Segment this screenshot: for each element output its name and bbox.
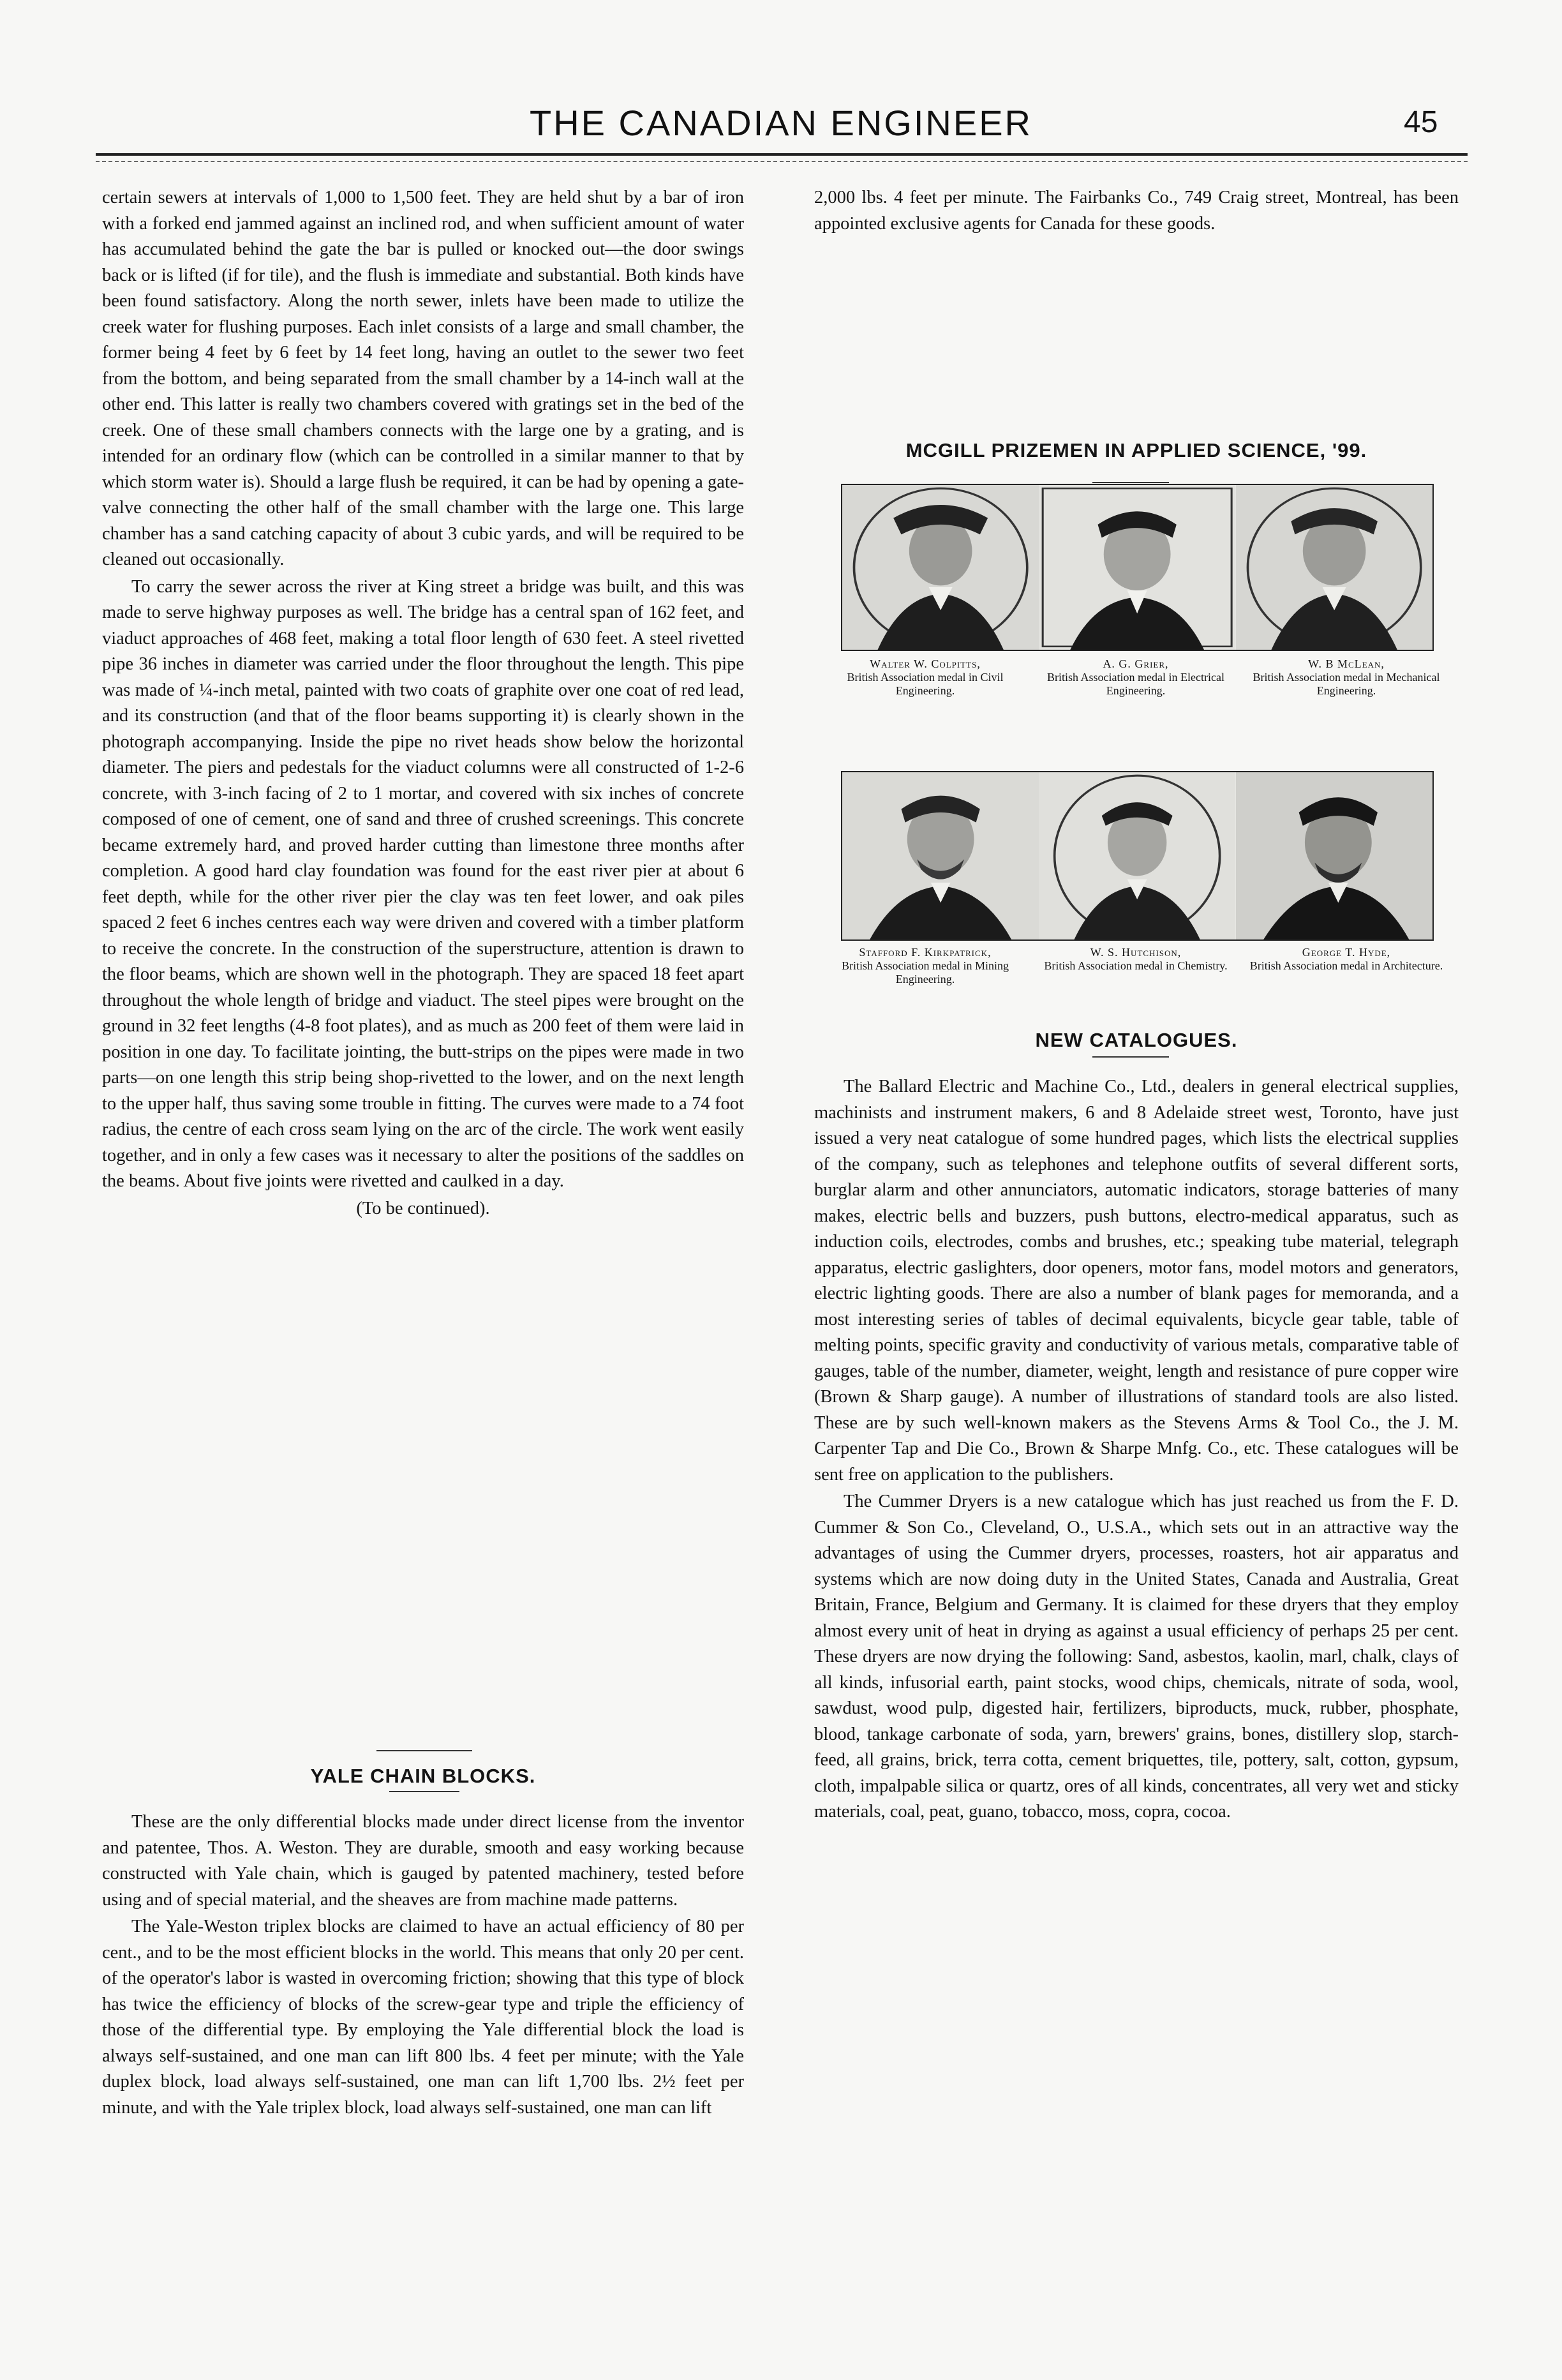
portrait-strip-1 <box>841 484 1434 651</box>
caption-name: W. S. Hutchison, <box>1090 946 1182 959</box>
caption-name: Walter W. Colpitts, <box>870 657 981 670</box>
mcgill-heading-wrap <box>814 439 1459 462</box>
caption <box>1244 657 1448 698</box>
section-heading-mcgill: MCGILL PRIZEMEN IN APPLIED SCIENCE, '99. <box>905 439 1367 461</box>
caption-award: British Association medal in Electrical Engineering. <box>1047 671 1224 697</box>
caption-award: British Association medal in Mechanical Engineering. <box>1253 671 1440 697</box>
section-divider <box>1092 1056 1169 1058</box>
caption-award: British Association medal in Architecture. <box>1249 959 1443 972</box>
section-divider <box>389 1791 459 1792</box>
caption <box>1034 657 1238 698</box>
portrait-photo <box>1236 772 1432 939</box>
yale-heading-wrap <box>102 1765 744 1788</box>
section-divider <box>376 1750 472 1751</box>
portrait-photo <box>842 485 1039 650</box>
article-paragraph: The Yale-Weston triplex blocks are claimed to have an actual efficiency of 80 per cent., and to be the most efficient blocks in the world. This means that only 20 per cent. of the operator's labor is wasted in overcoming friction; showing that this type of block has twice the efficiency of blocks of the screw-gear type and triple the efficiency of those of the differential type. By employing the Yale differential block the load is always self-sustained, and one man can lift 800 lbs. 4 feet per minute; with the Yale duplex block, load always self-sustained, one man can lift 1,700 lbs. 2½ feet per minute, and with the Yale triplex block, load always self-sustained, one man can lift <box>102 1917 744 2118</box>
article-paragraph: 2,000 lbs. 4 feet per minute. The Fairbanks Co., 749 Craig street, Montreal, has been appointed exclusive agents for Canada for these goods. <box>814 188 1459 234</box>
page-header <box>0 102 1562 153</box>
section-heading-catalogues: NEW CATALOGUES. <box>1035 1029 1238 1051</box>
caption-name: W. B McLean, <box>1308 657 1385 670</box>
portrait-photo <box>1236 485 1432 650</box>
publication-title: THE CANADIAN ENGINEER <box>530 103 1032 143</box>
continued-note: (To be continued). <box>356 1198 490 1218</box>
article-paragraph: These are the only differential blocks made under direct license from the inventor and patentee, Thos. A. Weston. They are durable, smooth and easy working because constructed with Yale chain, which is gauged by patented machinery, tested before using and of special material, and the sheaves are from machine made patterns. <box>102 1812 744 1910</box>
caption-award: British Association medal in Mining Engineering. <box>842 959 1009 985</box>
article-paragraph: The Ballard Electric and Machine Co., Ltd., dealers in general electrical supplies, machinists and instrument makers, 6 and 8 Adelaide street west, Toronto, have just issued a very neat catalogue of some hundred pages, which lists the electrical supplies of the company, such as telephones and telephone outfits of several different sorts, burglar alarm and other annunciators, automatic indicators, storage batteries of many makes, electric bells and buzzers, push buttons, electro-medical apparatus, such as induction coils, electrodes, combs and brushes, etc.; speaking tube material, telegraph apparatus, electric gaslighters, door openers, motor fans, model motors and generators, electric lighting goods. There are also a number of blank pages for memoranda, and a most interesting series of tables of decimal equivalents, bicycle gear table, table of melting points, specific gravity and conductivity of various metals, comparative table of gauges, table of the number, diameter, weight, length and resistance of pure copper wire (Brown & Sharp gauge). A number of illustrations of standard tools are also listed. These are by such well-known makers as the Stevens Arms & Tool Co., the J. M. Carpenter Tap and Die Co., Brown & Sharpe Mnfg. Co., etc. These catalogues will be sent free on application to the publishers. <box>814 1077 1459 1485</box>
caption-name: George T. Hyde, <box>1302 946 1391 959</box>
portrait-photo <box>1039 772 1235 939</box>
portrait-photo <box>1039 485 1235 650</box>
yale-article <box>102 1809 744 2122</box>
caption <box>823 657 1027 698</box>
caption-award: British Association medal in Civil Engineering. <box>847 671 1004 697</box>
header-rule-dashed <box>96 161 1468 162</box>
article-paragraph: certain sewers at intervals of 1,000 to 1,500 feet. They are held shut by a bar of iron with a forked end jammed against an inclined rod, and when sufficient amount of water has accumulated behind the gate the bar is pulled or knocked out—the door swings back or is lifted (if for tile), and the flush is immediate and substantial. Both kinds have been found satisfactory. Along the north sewer, inlets have been made to utilize the creek water for flushing purposes. Each inlet consists of a large and small chamber, the former being 4 feet by 6 feet by 14 feet long, having an outlet to the sewer two feet from the bottom, and being separated from the small chamber by a 14-inch wall at the other end. This latter is really two chambers covered with gratings set in the bed of the creek. One of these small chambers connects with the large one by a grating, and is intended for an ordinary flow (which can be controlled in a similar manner to that by which storm water is). Should a large flush be required, it can be had by opening a gate-valve connecting the other half of the small chamber with the large one. This large chamber has a sand catching capacity of about 3 cubic yards, and will be required to be cleaned out occasionally. <box>102 188 744 569</box>
right-column-continuation <box>814 185 1459 238</box>
left-column-article <box>102 185 744 1223</box>
caption-name: A. G. Grier, <box>1103 657 1169 670</box>
section-heading-yale: YALE CHAIN BLOCKS. <box>310 1765 536 1787</box>
caption <box>1244 946 1448 973</box>
page-number: 45 <box>1404 105 1438 139</box>
caption <box>1034 946 1238 973</box>
article-paragraph: The Cummer Dryers is a new catalogue which has just reached us from the F. D. Cummer & Son Co., Cleveland, O., U.S.A., which sets out in an attractive way the advantages of using the Cummer dryers, processes, roasters, hot air apparatus and systems which are now doing duty in the United States, Canada and Australia, Great Britain, France, Belgium and Germany. It is claimed for these dryers that they employ almost every unit of heat in drying as against a usual efficiency of perhaps 25 per cent. These dryers are now drying the following: Sand, asbestos, kaolin, marl, chalk, clays of all kinds, infusorial earth, paint stocks, wood chips, chemicals, nitrate of soda, wool, sawdust, wood pulp, digested hair, fertilizers, biproducts, muck, rubber, phosphate, blood, tankage carbonate of soda, yarn, brewers' grains, bones, distillery slop, starch-feed, all grains, brick, terra cotta, cement briquettes, tile, pottery, salt, cotton, gypsum, cloth, impalpable silica or quartz, ores of all kinds, concentrates, all very wet and sticky materials, coal, peat, guano, tobacco, moss, copra, cocoa. <box>814 1492 1459 1822</box>
section-divider <box>1092 482 1169 483</box>
article-paragraph: To carry the sewer across the river at King street a bridge was built, and this was made to serve highway purposes as well. The bridge has a central span of 162 feet, and viaduct approaches of 468 feet, making a total floor length of 630 feet. A steel rivetted pipe 36 inches in diameter was carried under the floor throughout the length. This pipe was made of ¼-inch metal, painted with two coats of graphite over one coat of red lead, and its construction (and that of the floor beams supporting it) is clearly shown in the photograph accompanying. Inside the pipe no rivet heads show below the horizontal diameter. The piers and pedestals for the viaduct columns were all constructed of 1-2-6 concrete, with 3-inch facing of 2 to 1 mortar, and covered with six inches of concrete composed of one of cement, one of sand and three of crushed screenings. This concrete became extremely hard, and proved harder cutting than limestone three months after completion. A good hard clay foundation was found for the east river pier at about 6 feet depth, while for the other river pier the clay was ten feet lower, and oak piles spaced 2 feet 6 inches centres each way were driven and covered with a timber platform to receive the concrete. In the construction of the superstructure, attention is drawn to the floor beams, which are shown well in the photograph. They are spaced 18 feet apart throughout the whole length of bridge and viaduct. The steel pipes were brought on the ground in 32 feet lengths (4-8 foot plates), and as much as 200 feet of them were laid in position in one day. To facilitate jointing, the butt-strips on the pipes were made in two parts—on one length this strip being shop-rivetted to the lower, and on the next length to the upper half, thus saving some trouble in fitting. The curves were made to a 74 foot radius, the centre of each cross seam lying on the arc of the circle. The work went easily together, and in only a few cases was it necessary to alter the positions of the saddles on the beams. About five joints were rivetted and caulked in a day. <box>102 576 744 1191</box>
caption-award: British Association medal in Chemistry. <box>1044 959 1228 972</box>
caption <box>823 946 1027 986</box>
caption-name: Stafford F. Kirkpatrick, <box>859 946 992 959</box>
portrait-photo <box>842 772 1039 939</box>
header-rule <box>96 153 1468 156</box>
catalogues-article <box>814 1074 1459 1827</box>
portrait-strip-2 <box>841 771 1434 941</box>
catalogues-heading-wrap <box>814 1029 1459 1052</box>
